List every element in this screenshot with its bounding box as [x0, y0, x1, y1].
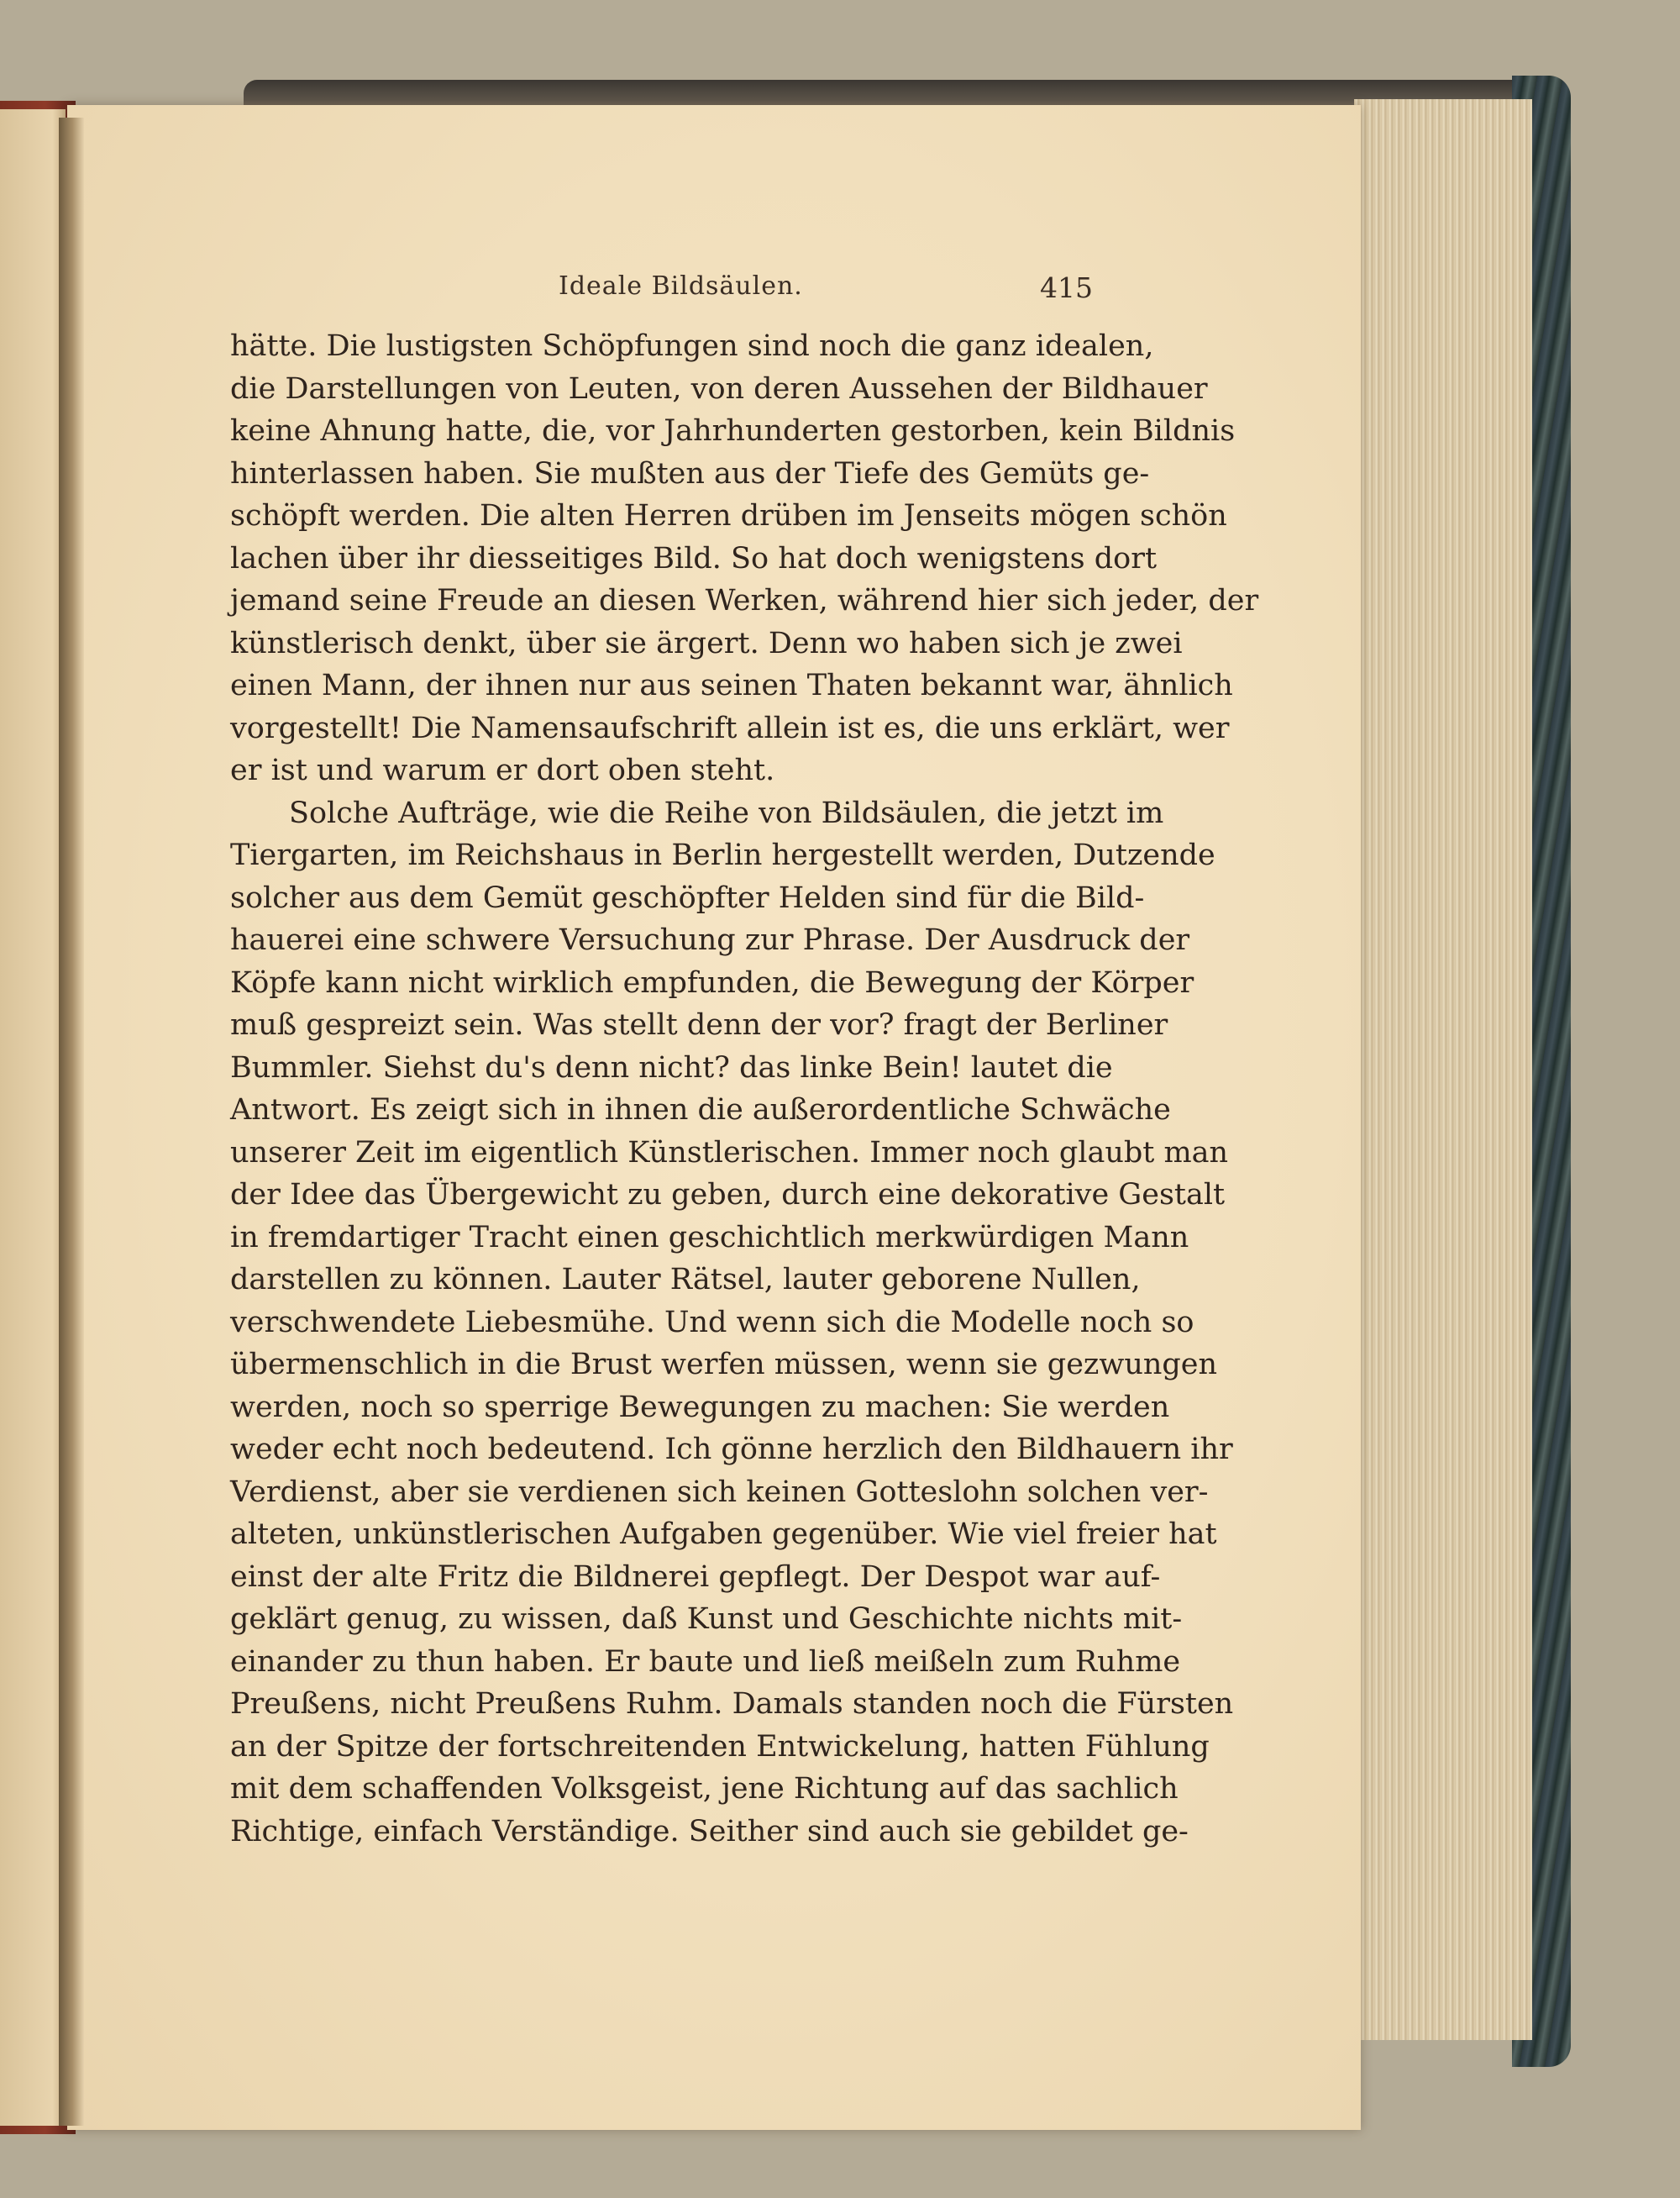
text-line: weder echt noch bedeutend. Ich gönne herzlich den Bildhauern ihr — [230, 1433, 1233, 1466]
text-line: Bummler. Siehst du's denn nicht? das linke Bein! lautet die — [230, 1050, 1113, 1085]
text-line: alteten, unkünstlerischen Aufgaben gegenüber. Wie viel freier hat — [230, 1517, 1217, 1551]
text-line: an der Spitze der fortschreitenden Entwickelung, hatten Fühlung — [230, 1729, 1210, 1764]
text-line: hinterlassen haben. Sie mußten aus der Tiefe des Gemüts ge- — [230, 456, 1150, 491]
text-line: hauerei eine schwere Versuchung zur Phrase. Der Ausdruck der — [230, 923, 1190, 957]
text-line: Antwort. Es zeigt sich in ihnen die außerordentliche Schwäche — [230, 1093, 1171, 1127]
text-line: solcher aus dem Gemüt geschöpfter Helden sind für die Bild- — [230, 881, 1145, 915]
text-line: unserer Zeit im eigentlich Künstlerischen. Immer noch glaubt man — [230, 1135, 1229, 1170]
text-line: hätte. Die lustigsten Schöpfungen sind noch die ganz idealen, — [230, 329, 1154, 363]
text-line: künstlerisch denkt, über sie ärgert. Denn wo haben sich je zwei — [230, 626, 1183, 660]
text-line: Solche Aufträge, wie die Reihe von Bildsäulen, die jetzt im — [289, 796, 1164, 830]
text-line: er ist und warum er dort oben steht. — [230, 754, 775, 787]
text-line: keine Ahnung hatte, die, vor Jahrhunderten gestorben, kein Bildnis — [230, 414, 1236, 448]
body-text — [230, 325, 1259, 1853]
text-line: übermenschlich in die Brust werfen müssen, wenn sie gezwungen — [230, 1348, 1218, 1381]
text-line: geklärt genug, zu wissen, daß Kunst und Geschichte nichts mit- — [230, 1602, 1183, 1636]
text-line: werden, noch so sperrige Bewegungen zu machen: Sie werden — [230, 1390, 1170, 1424]
page-stack-edge — [1354, 99, 1532, 2040]
text-line: Richtige, einfach Verständige. Seither sind auch sie gebildet ge- — [230, 1814, 1189, 1848]
text-line: darstellen zu können. Lauter Rätsel, lauter geborene Nullen, — [230, 1263, 1141, 1296]
text-line: der Idee das Übergewicht zu geben, durch eine dekorative Gestalt — [230, 1178, 1226, 1212]
text-line: lachen über ihr diesseitiges Bild. So hat doch wenigstens dort — [230, 541, 1158, 576]
running-head: Ideale Bildsäulen. — [559, 271, 803, 301]
page-number: 415 — [1040, 271, 1093, 304]
paragraph — [230, 325, 1259, 792]
text-line: in fremdartiger Tracht einen geschichtlich merkwürdigen Mann — [230, 1220, 1189, 1254]
left-page-edge — [0, 109, 66, 2126]
text-line: die Darstellungen von Leuten, von deren Aussehen der Bildhauer — [230, 371, 1208, 406]
text-line: jemand seine Freude an diesen Werken, während hier sich jeder, der — [230, 584, 1259, 618]
text-line: vorgestellt! Die Namensaufschrift allein ist es, die uns erklärt, wer — [230, 711, 1230, 745]
text-line: schöpft werden. Die alten Herren drüben im Jenseits mögen schön — [230, 499, 1227, 533]
text-line: Tiergarten, im Reichshaus in Berlin hergestellt werden, Dutzende — [230, 839, 1215, 872]
text-line: Köpfe kann nicht wirklich empfunden, die Bewegung der Körper — [230, 965, 1194, 1000]
text-line: einst der alte Fritz die Bildnerei gepflegt. Der Despot war auf- — [230, 1559, 1161, 1594]
text-line: muß gespreizt sein. Was stellt denn der vor? fragt der Berliner — [230, 1008, 1168, 1042]
text-line: Preußens, nicht Preußens Ruhm. Damals standen noch die Fürsten — [230, 1687, 1234, 1721]
text-line: einen Mann, der ihnen nur aus seinen Thaten bekannt war, ähnlich — [230, 669, 1233, 702]
paragraph — [230, 792, 1234, 1854]
text-line: Verdienst, aber sie verdienen sich keinen Gotteslohn solchen ver- — [230, 1475, 1209, 1509]
text-line: einander zu thun haben. Er baute und ließ meißeln zum Ruhme — [230, 1644, 1181, 1679]
text-line: mit dem schaffenden Volksgeist, jene Richtung auf das sachlich — [230, 1772, 1179, 1806]
text-line: verschwendete Liebesmühe. Und wenn sich die Modelle noch so — [230, 1305, 1194, 1339]
book-gutter — [59, 118, 84, 2126]
